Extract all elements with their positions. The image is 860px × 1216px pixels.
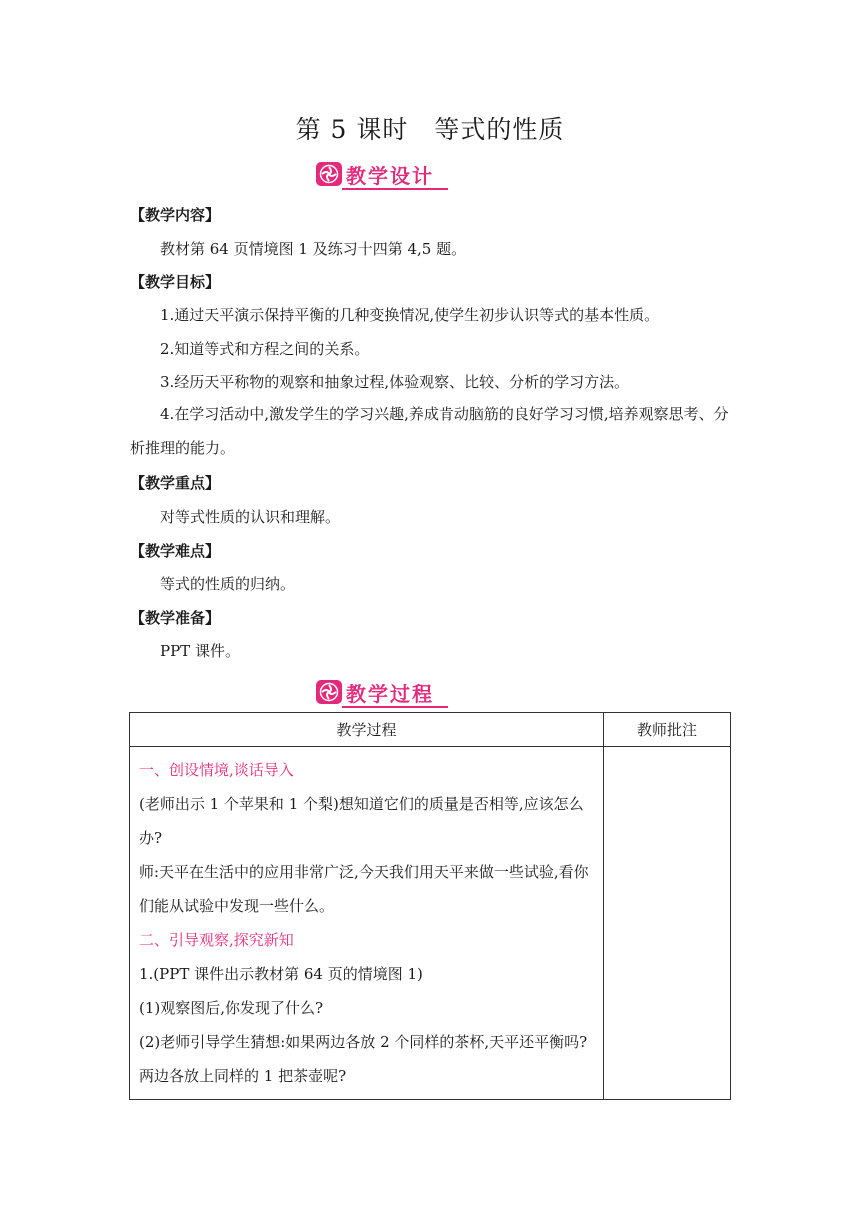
section-key-heading: 【教学重点】 — [130, 474, 221, 492]
section-content-heading: 【教学内容】 — [130, 206, 221, 224]
process-table — [129, 712, 731, 1100]
section-difficulty-text: 等式的性质的归纳。 — [160, 575, 296, 593]
process-line: (老师出示 1 个苹果和 1 个梨)想知道它们的质量是否相等,应该怎么办? — [139, 795, 584, 847]
section-prep-heading: 【教学准备】 — [130, 609, 221, 627]
swirl-logo-icon — [316, 680, 342, 704]
banner-label: 教学设计 — [346, 164, 434, 188]
goal-item: 1.通过天平演示保持平衡的几种变换情况,使学生初步认识等式的基本性质。 — [160, 306, 660, 324]
banner-underline — [342, 188, 448, 190]
banner-underline — [342, 706, 448, 708]
teaching-process-banner — [316, 680, 448, 706]
section-prep-text: PPT 课件。 — [160, 642, 240, 660]
section-difficulty-heading: 【教学难点】 — [130, 542, 221, 560]
process-step-heading: 一、创设情境,谈话导入 — [139, 761, 294, 779]
process-line: 师:天平在生活中的应用非常广泛,今天我们用天平来做一些试验,看你们能从试验中发现一些什么。 — [139, 863, 589, 915]
process-line: 1.(PPT 课件出示教材第 64 页的情境图 1) — [139, 965, 423, 983]
section-key-text: 对等式性质的认识和理解。 — [160, 508, 341, 526]
goal-item: 4.在学习活动中,激发学生的学习兴趣,养成肯动脑筋的良好学习习惯,培养观察思考、分析推理的能力。 — [130, 405, 729, 457]
section-goals-heading: 【教学目标】 — [130, 273, 221, 291]
column-header-process: 教学过程 — [130, 713, 604, 747]
process-step-heading: 二、引导观察,探究新知 — [139, 931, 294, 949]
column-header-notes: 教师批注 — [604, 713, 731, 747]
process-cell — [130, 747, 604, 1100]
swirl-logo-icon — [316, 162, 342, 186]
banner-label: 教学过程 — [346, 682, 434, 706]
section-content-text: 教材第 64 页情境图 1 及练习十四第 4,5 题。 — [160, 240, 467, 258]
teaching-design-banner — [316, 162, 448, 188]
process-line: (2)老师引导学生猜想:如果两边各放 2 个同样的茶杯,天平还平衡吗?两边各放上同样的 1 把茶壶呢? — [139, 1033, 588, 1085]
table-row — [130, 747, 731, 1100]
table-header-row — [130, 713, 731, 747]
notes-cell — [604, 747, 731, 1100]
goal-item: 2.知道等式和方程之间的关系。 — [160, 340, 370, 358]
process-line: (1)观察图后,你发现了什么? — [139, 999, 324, 1017]
page-title: 第 5 课时 等式的性质 — [295, 115, 565, 144]
goal-item: 3.经历天平称物的观察和抽象过程,体验观察、比较、分析的学习方法。 — [160, 373, 630, 391]
